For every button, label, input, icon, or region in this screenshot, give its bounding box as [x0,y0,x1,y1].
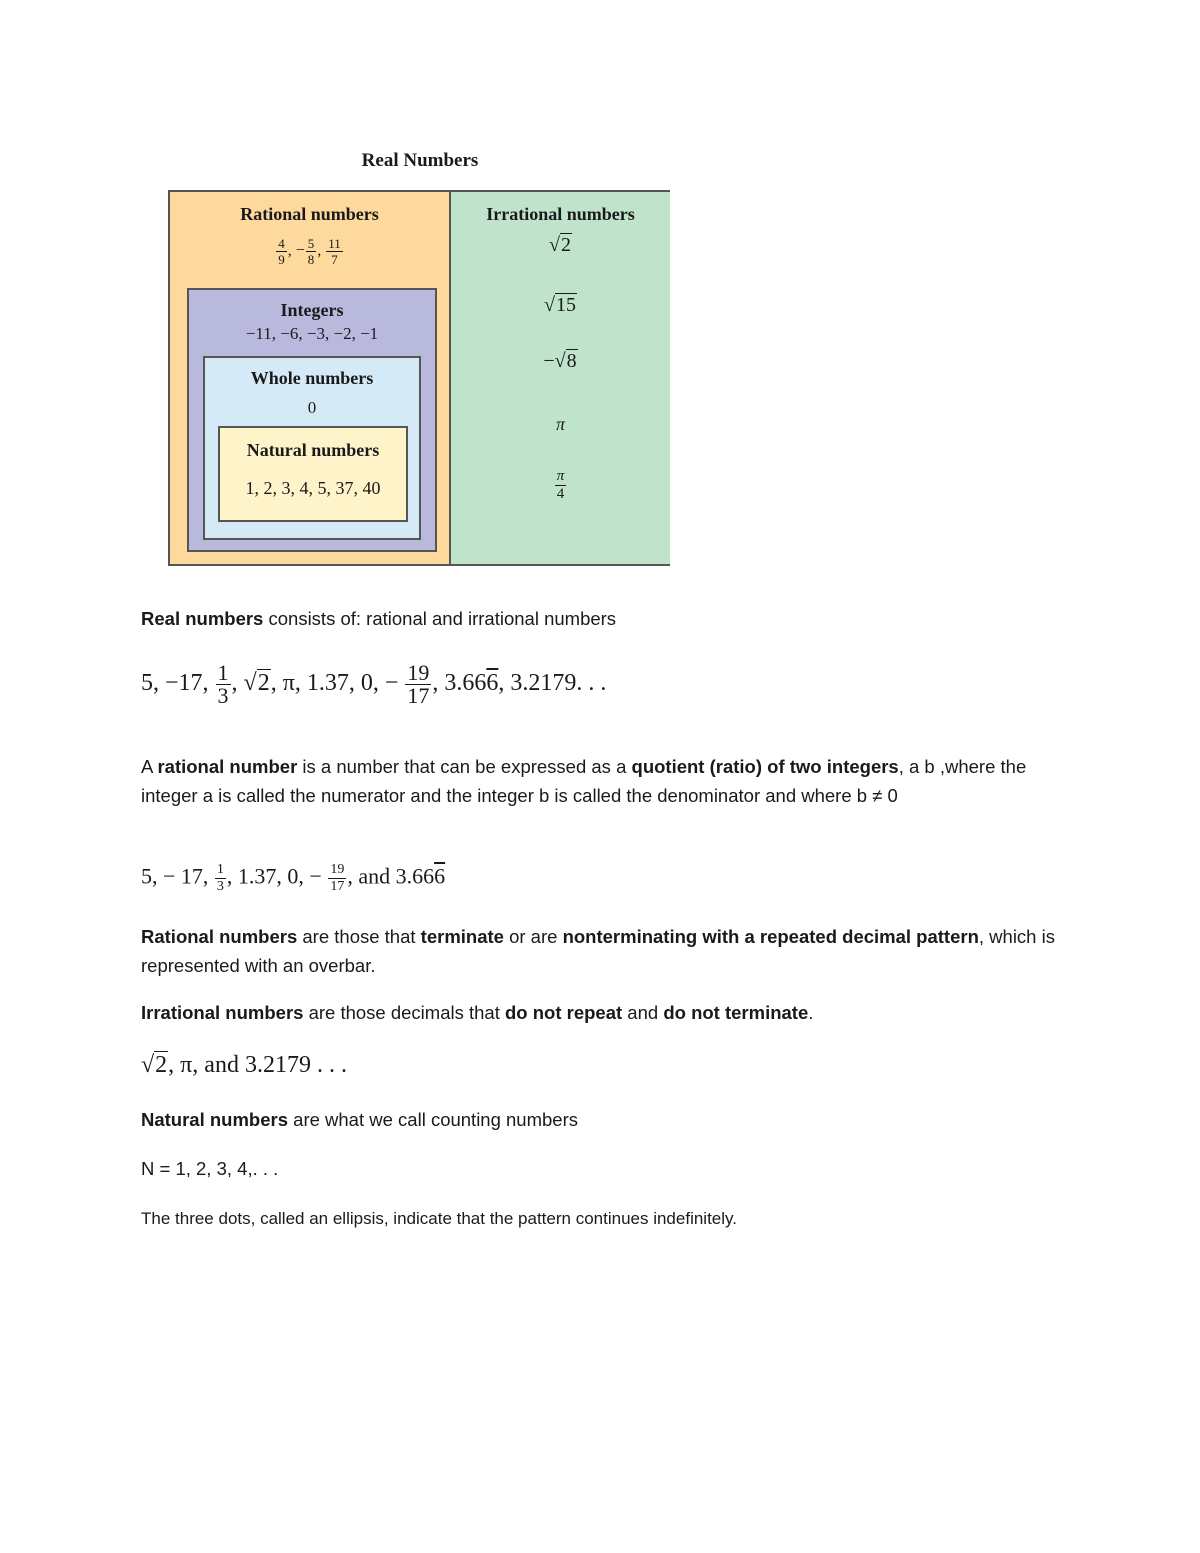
pi-over-4: $\frac{\pi}{4}$ [556,468,565,502]
integers-heading: Integers [280,300,344,320]
whole-numbers-box [203,356,421,540]
neg-sqrt-8: −√8 [543,350,577,372]
natural-numbers-box [218,426,408,522]
sqrt-15: √15 [544,294,576,316]
integers-box [187,288,437,552]
pi: π [555,414,566,434]
example-real-numbers: 5, −17, $\frac{1}{3}$ , √2, π, 1.37, 0, − $\frac{19}{17}$ , 3.666, 3.2179. . . [141,660,607,708]
real-numbers-diagram [168,190,670,566]
sqrt-2: √2 [549,234,571,256]
natural-heading: Natural numbers [246,440,380,460]
fraction: $\frac{4}{9}$ [278,236,285,267]
diagram-title: Real Numbers [361,150,479,171]
whole-values: 0 [307,398,317,417]
fraction: $\frac{11}{7}$ [328,236,341,267]
paragraph-irrational: Irrational numbers are those decimals that do not repeat and do not terminate. [141,1002,814,1023]
paragraph-natural: Natural numbers are what we call counting numbers [141,1109,578,1130]
natural-values: 1, 2, 3, 4, 5, 37, 40 [245,478,381,498]
rational-heading: Rational numbers [240,204,379,224]
example-rational-numbers: 5, − 17, $\frac{1}{3}$ , 1.37, 0, − $\frac{19}{17}$ , and 3.666 [141,862,446,894]
ellipsis-note: The three dots, called an ellipsis, indicate that the pattern continues indefinitely. [141,1209,737,1228]
irrational-heading: Irrational numbers [486,204,635,224]
fraction: $\frac{5}{8}$ [307,236,315,267]
whole-heading: Whole numbers [250,368,374,388]
paragraph-rational-definition: A rational number is a number that can be expressed as a quotient (ratio) of two integers, a b ,where the integer a is called the numerator and the integer b is called the denominator and where b ≠ 0 [141,756,1027,806]
rational-numbers-box [170,192,449,564]
rational-examples: $\frac{4}{9}$ , − $\frac{5}{8}$ , $\frac{11}{7}$ [278,236,341,267]
integers-values: −11, −6, −3, −2, −1 [245,324,379,343]
paragraph-rational-decimals: Rational numbers are those that terminate or are nonterminating with a repeated decimal pattern, which is represented with an overbar. [141,926,1055,976]
irrational-numbers-box [449,192,670,564]
paragraph-real-numbers: Real numbers consists of: rational and irrational numbers [141,608,617,629]
natural-set-notation: N = 1, 2, 3, 4,. . . [141,1158,279,1179]
example-irrational-numbers: √2, π, and 3.2179 . . . [141,1052,347,1078]
